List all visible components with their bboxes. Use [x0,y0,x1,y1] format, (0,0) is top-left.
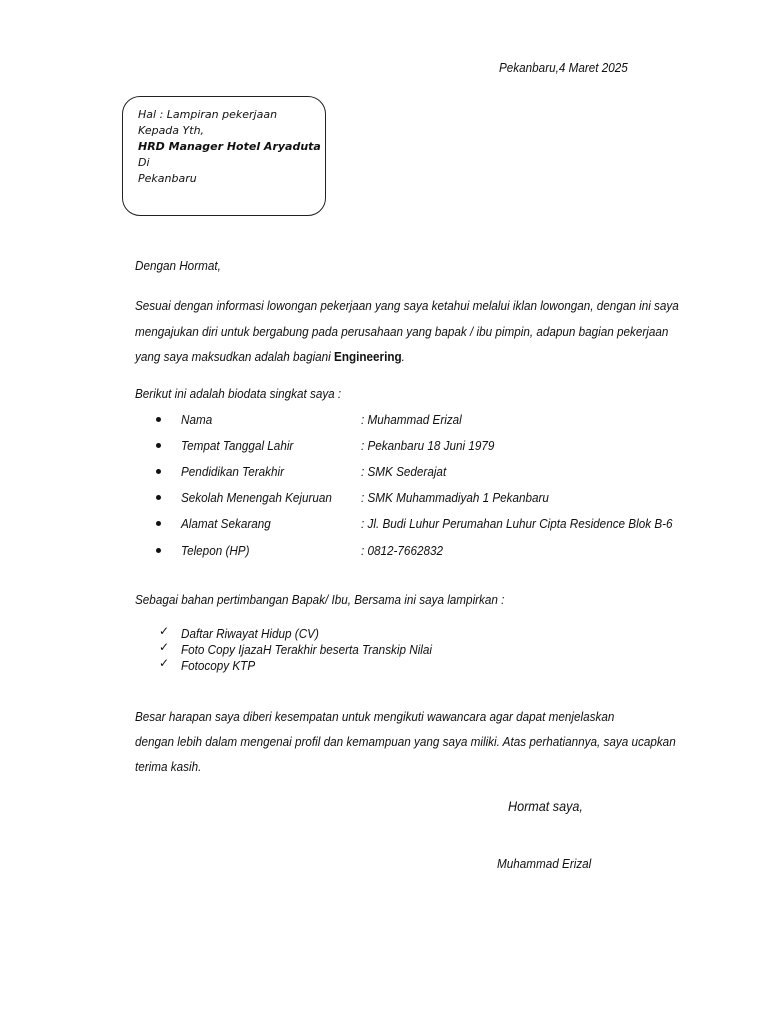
checkmark-icon: ✓ [159,640,170,654]
attachments-intro: Sebagai bahan pertimbangan Bapak/ Ibu, Bersama ini saya lampirkan : [135,592,505,607]
biodata-label: Telepon (HP) [181,543,250,558]
biodata-value: : SMK Sederajat [361,464,447,479]
biodata-value: : 0812-7662832 [361,543,443,558]
closing-line-3: terima kasih. [135,759,202,774]
checkmark-icon: ✓ [159,624,170,638]
intro-line-3-prefix: yang saya maksudkan adalah bagiani [135,349,335,364]
biodata-label: Pendidikan Terakhir [181,464,284,479]
bullet-icon [156,469,161,474]
bullet-icon [156,443,161,448]
subject-line: Hal : Lampiran pekerjaan [138,108,278,121]
bullet-icon [156,548,161,553]
recipient-city: Pekanbaru [138,172,197,185]
closing-line-2: dengan lebih dalam mengenai profil dan kemampuan yang saya miliki. Atas perhatiannya, saya ucapkan [135,734,676,749]
biodata-value: : Jl. Budi Luhur Perumahan Luhur Cipta Residence Blok B-6 [361,516,673,531]
bullet-icon [156,495,161,500]
recipient-at: Di [138,156,150,169]
biodata-label: Tempat Tanggal Lahir [181,438,294,453]
attachment-item: Daftar Riwayat Hidup (CV) [181,626,319,641]
attachment-item: Foto Copy IjazaH Terakhir beserta Transkip Nilai [181,642,433,657]
biodata-label: Sekolah Menengah Kejuruan [181,490,332,505]
bullet-icon [156,417,161,422]
intro-line-3 [135,349,405,364]
recipient-name: HRD Manager Hotel Aryaduta [138,140,321,153]
intro-line-2: mengajukan diri untuk bergabung pada perusahaan yang bapak / ibu pimpin, adapun bagian pekerjaan [135,324,669,339]
greeting: Dengan Hormat, [135,258,221,273]
biodata-value: : Pekanbaru 18 Juni 1979 [361,438,495,453]
biodata-label: Alamat Sekarang [181,516,271,531]
closing-salutation: Hormat saya, [508,798,583,814]
letter-date: Pekanbaru,4 Maret 2025 [499,60,628,75]
signer-name: Muhammad Erizal [497,856,592,871]
intro-line-1: Sesuai dengan informasi lowongan pekerjaan yang saya ketahui melalui iklan lowongan, dengan ini saya [135,298,679,313]
checkmark-icon: ✓ [159,656,170,670]
intro-line-3-suffix: . [401,349,405,364]
salutation-to: Kepada Yth, [138,124,205,137]
attachment-item: Fotocopy KTP [181,658,256,673]
biodata-value: : Muhammad Erizal [361,412,462,427]
biodata-label: Nama [181,412,213,427]
closing-line-1: Besar harapan saya diberi kesempatan untuk mengikuti wawancara agar dapat menjelaskan [135,709,615,724]
position-name: Engineering [334,349,402,364]
bullet-icon [156,521,161,526]
biodata-intro: Berikut ini adalah biodata singkat saya : [135,386,342,401]
biodata-value: : SMK Muhammadiyah 1 Pekanbaru [361,490,549,505]
